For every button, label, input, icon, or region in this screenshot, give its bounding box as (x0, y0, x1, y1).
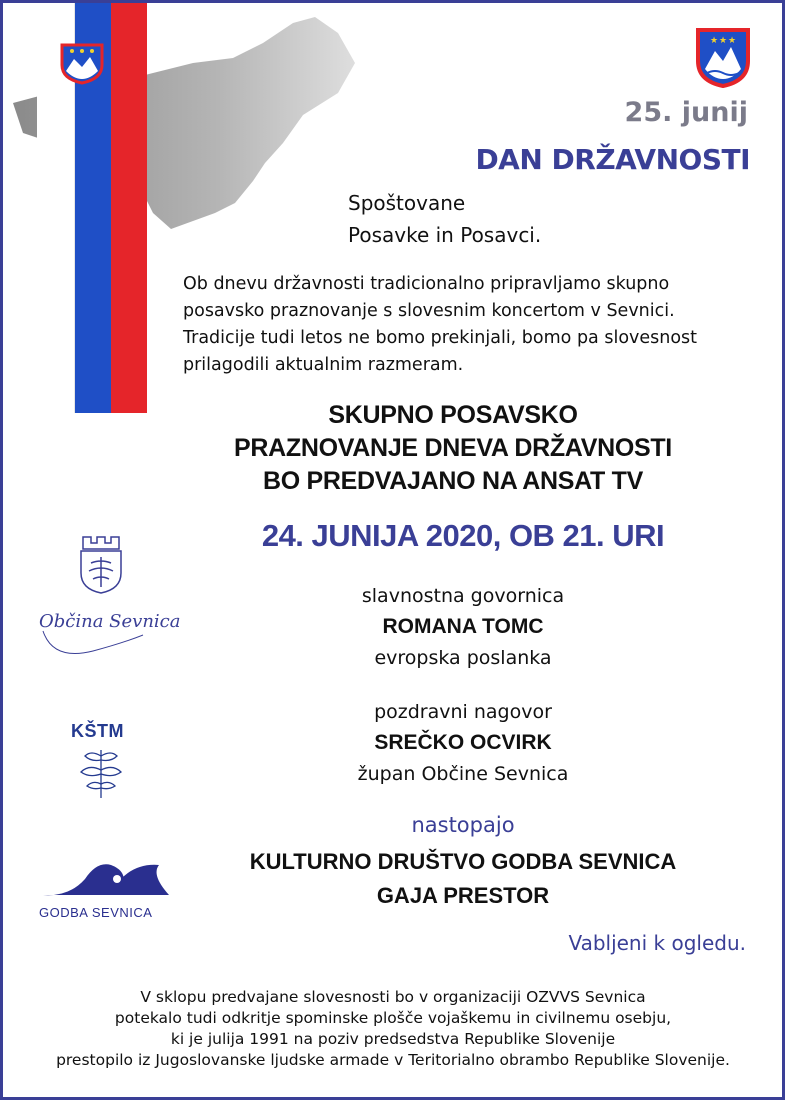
page-title: DAN DRŽAVNOSTI (475, 143, 750, 176)
greeter-role: pozdravni nagovor (374, 701, 552, 723)
greeting (348, 187, 541, 251)
coat-of-arms-icon (693, 27, 753, 89)
performers-list (203, 845, 723, 913)
godba-label: GODBA SEVNICA (39, 905, 153, 920)
greeting-line-1: Spoštovane (348, 191, 466, 215)
speaker-name: ROMANA TOMC (382, 615, 544, 638)
invite-text: Vabljeni k ogledu. (568, 931, 746, 955)
footer-note: V sklopu predvajane slovesnosti bo v organizaciji OZVVS Sevnica potekalo tudi odkritje spominske plošče vojaškemu in civilnemu osebju, ki je julija 1991 na poziv predsedstva Republike Slovenije prestopilo iz Jugoslovanske ljudske armade v Teritorialno obrambo Republike Slovenije. (56, 988, 730, 1069)
wave-icon (39, 843, 174, 901)
greeting-line-2: Posavke in Posavci. (348, 223, 542, 247)
intro-paragraph: Ob dnevu državnosti tradicionalno pripravljamo skupno posavsko praznovanje s slovesnim koncertom v Sevnici. Tradicije tudi letos ne bomo prekinjali, bomo pa slovesnost prilagodili aktualnim razmeram. (183, 274, 698, 375)
flag-coat-of-arms-icon (58, 43, 106, 85)
headline: SKUPNO POSAVSKO PRAZNOVANJE DNEVA DRŽAVNOSTI BO PREDVAJANO NA ANSAT TV (234, 401, 672, 495)
sevnica-coat-of-arms-icon (33, 531, 183, 681)
svg-text:★: ★ (728, 36, 737, 46)
speaker-title: evropska poslanka (374, 647, 552, 669)
greeter-block (263, 697, 663, 789)
performers-label: nastopajo (411, 813, 515, 837)
godba-sevnica-logo (39, 843, 174, 920)
greeter-title: župan Občine Sevnica (357, 763, 569, 785)
date-label: 25. junij (624, 97, 748, 128)
performer-1: KULTURNO DRUŠTVO GODBA SEVNICA (249, 849, 677, 874)
svg-text:★: ★ (719, 36, 728, 46)
performer-2: GAJA PRESTOR (376, 883, 550, 908)
tree-icon (71, 742, 131, 800)
broadcast-datetime: 24. JUNIJA 2020, OB 21. URI (261, 518, 665, 553)
greeter-name: SREČKO OCVIRK (374, 731, 552, 754)
kstm-logo (71, 721, 131, 804)
kstm-label: KŠTM (71, 721, 124, 741)
speaker-role: slavnostna govornica (361, 585, 565, 607)
signature: Občina Sevnica (39, 611, 181, 632)
svg-text:★: ★ (710, 36, 719, 46)
speaker-block (263, 581, 663, 673)
obcina-sevnica-logo (33, 531, 183, 685)
